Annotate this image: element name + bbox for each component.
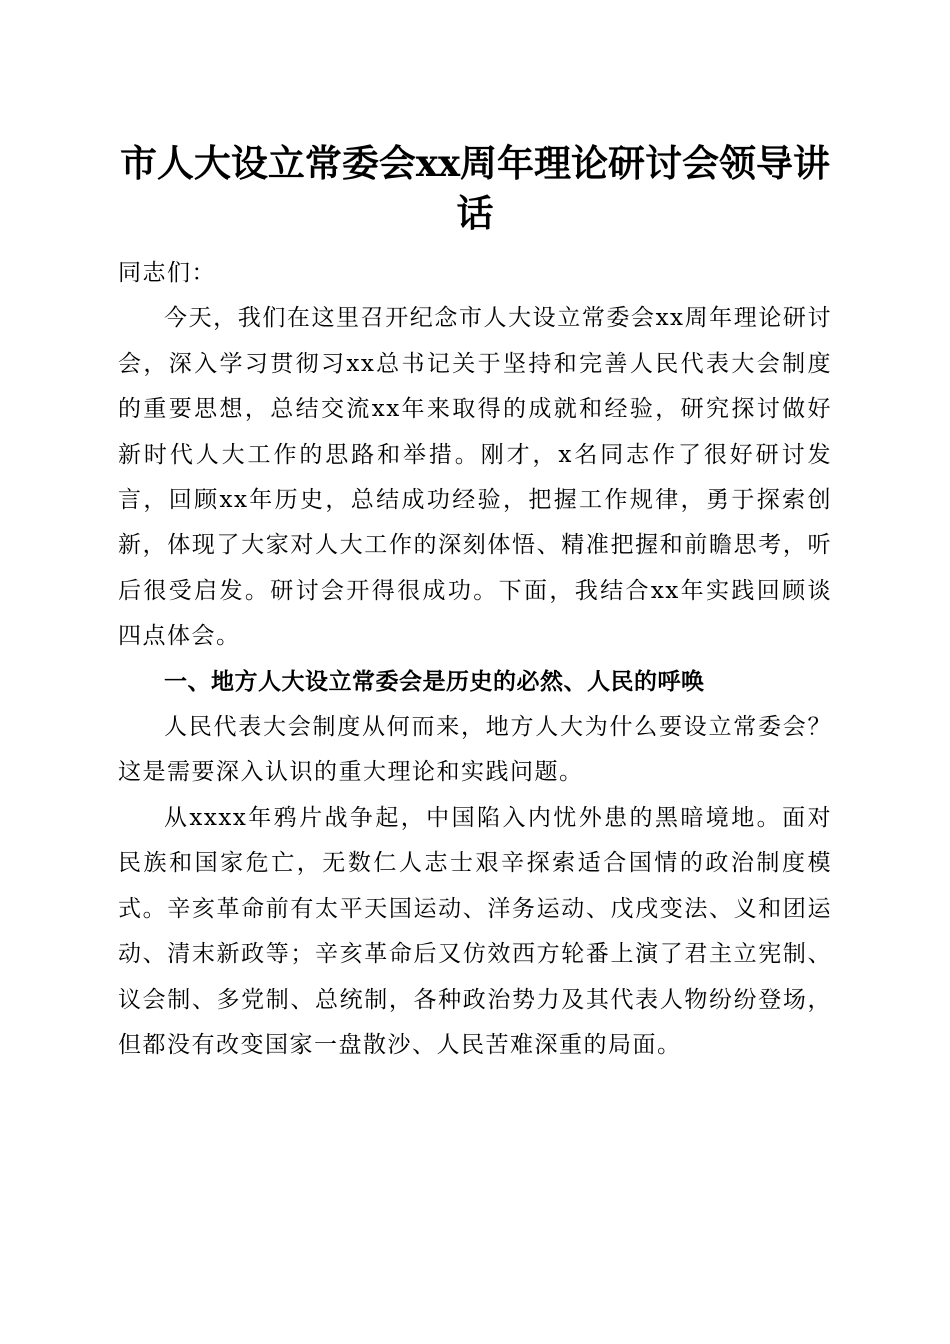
- section-heading-1: 一、地方人大设立常委会是历史的必然、人民的呼唤: [164, 668, 705, 695]
- document-title: 市人大设立常委会xx周年理论研讨会领导讲话: [119, 141, 831, 235]
- paragraph-opening: 今天，我们在这里召开纪念市人大设立常委会xx周年理论研讨会，深入学习贯彻习xx总书记关于坚持和完善人民代表大会制度的重要思想，总结交流xx年来取得的成就和经验，研究探讨做好新时代人大工作的思路和举措。刚才，x名同志作了很好研讨发言，回顾xx年历史，总结成功经验，把握工作规律，勇于探索创新，体现了大家对人大工作的深刻体悟、精准把握和前瞻思考，听后很受启发。研讨会开得很成功。下面，我结合xx年实践回顾谈四点体会。: [118, 305, 832, 650]
- paragraph-question: 人民代表大会制度从何而来，地方人大为什么要设立常委会？这是需要深入认识的重大理论和实践问题。: [118, 714, 832, 786]
- document-body: [118, 251, 832, 1068]
- salutation: 同志们：: [118, 260, 216, 286]
- paragraph-history: 从xxxx年鸦片战争起，中国陷入内忧外患的黑暗境地。面对民族和国家危亡，无数仁人志士艰辛探索适合国情的政治制度模式。辛亥革命前有太平天国运动、洋务运动、戊戌变法、义和团运动、清末新政等；辛亥革命后又仿效西方轮番上演了君主立宪制、议会制、多党制、总统制，各种政治势力及其代表人物纷纷登场，但都没有改变国家一盘散沙、人民苦难深重的局面。: [118, 804, 832, 1058]
